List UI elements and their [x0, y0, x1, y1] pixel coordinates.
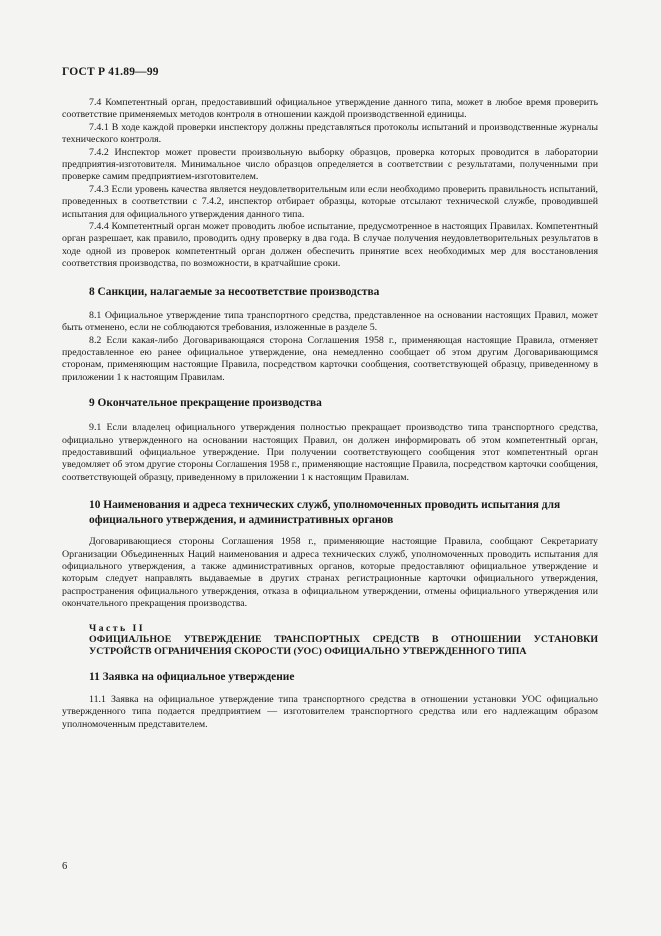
paragraph-7-4-2: 7.4.2 Инспектор может провести произвольную выборку образцов, проверка которых проводится в лаборатории предприятия-изготовителя. Минимальное число образцов определяется в соответствии с результатами, полученными при проверке самим предприятием-изготовителем.: [62, 146, 598, 183]
page-number: 6: [62, 861, 68, 872]
page-content: [62, 97, 598, 731]
section-9-heading: 9 Окончательное прекращение производства: [89, 397, 322, 410]
paragraph-7-4-1: 7.4.1 В ходе каждой проверки инспектору должны представляться протоколы испытаний и производственные журналы технического контроля.: [62, 121, 598, 146]
paragraph-10: Договаривающиеся стороны Соглашения 1958 г., применяющие настоящие Правила, сообщают Секретариату Организации Объединенных Наций наименования и адреса технических служб, уполномоченных проводить испытания для официального утверждения, а также административных органов, которые предоставляют официальное утверждение и которым следует направлять выдаваемые в других странах регистрационные карточки официального утверждения, распространения официального утверждения, отказа в официальном утверждении, отмены официального утверждения или окончательного прекращения производства.: [62, 536, 598, 610]
section-10-heading: 10 Наименования и адреса технических служб, уполномоченных проводить испытания для официального утверждения, и административных органов: [89, 499, 561, 527]
paragraph-9-1: 9.1 Если владелец официального утверждения полностью прекращает производство типа транспортного средства, официально утвержденного на основании настоящих Правил, он должен информировать об этом компетентный орган, предоставивший официальное утверждение. При получении соответствующего сообщения этот компетентный орган уведомляет об этом другие стороны Соглашения 1958 г., применяющие настоящие Правила, посредством карточки сообщения, соответствующей образцу, приведенному в приложении 1 к настоящим Правилам.: [62, 422, 598, 483]
part-2-heading: [62, 623, 598, 658]
section-8-heading: 8 Санкции, налагаемые за несоответствие производства: [89, 285, 380, 298]
paragraph-7-4: 7.4 Компетентный орган, предоставивший официальное утверждение данного типа, может в любое время проверить соответствие применяемых методов контроля в отношении каждой производственной единицы.: [62, 97, 598, 121]
section-7-paragraphs: [62, 97, 598, 271]
part-2-title: ОФИЦИАЛЬНОЕ УТВЕРЖДЕНИЕ ТРАНСПОРТНЫХ СРЕДСТВ В ОТНОШЕНИИ УСТАНОВКИ УСТРОЙСТВ ОГРАНИЧЕНИЯ СКОРОСТИ (УОС) ОФИЦИАЛЬНО УТВЕРЖДЕННОГО ТИПА: [89, 634, 598, 658]
paragraph-7-4-4: 7.4.4 Компетентный орган может проводить любое испытание, предусмотренное в настоящих Правилах. Компетентный орган разрешает, как правило, проводить одну проверку в два года. В случае получения неудовлетворительных результатов в ходе одной из проверок компетентный орган должен обеспечить принятие всех необходимых мер для восстановления соответствия производства, по возможности, в кратчайшие сроки.: [62, 221, 598, 270]
paragraph-7-4-3: 7.4.3 Если уровень качества является неудовлетворительным или если необходимо проверить правильность испытаний, проведенных в соответствии с 7.4.2, инспектор отбирает образцы, которые отсылают технической службе, проводившей испытания для официального утверждения данного типа.: [62, 183, 598, 220]
section-11-heading: 11 Заявка на официальное утверждение: [89, 670, 295, 683]
paragraph-8-1: 8.1 Официальное утверждение типа транспортного средства, представленное на основании настоящих Правил, может быть отменено, если не соблюдаются требования, изложенные в разделе 5.: [62, 309, 598, 334]
paragraph-8-2: 8.2 Если какая-либо Договаривающаяся сторона Соглашения 1958 г., применяющая настоящие Правила, отменяет предоставленное ею ранее официальное утверждение, она немедленно сообщает об этом другим Договаривающимся сторонам, применяющим настоящие Правила, посредством карточки сообщения, соответствующей образцу, приведенному в приложении 1 к настоящим Правилам.: [62, 334, 598, 383]
document-header: ГОСТ Р 41.89—99: [62, 66, 159, 78]
part-2-label: Часть II: [89, 622, 145, 634]
paragraph-11-1: 11.1 Заявка на официальное утверждение типа транспортного средства в отношении установки УОС официально утвержденного типа подается предприятием — изготовителем транспортного средства или его надлежащим образом уполномоченным представителем.: [62, 693, 598, 730]
